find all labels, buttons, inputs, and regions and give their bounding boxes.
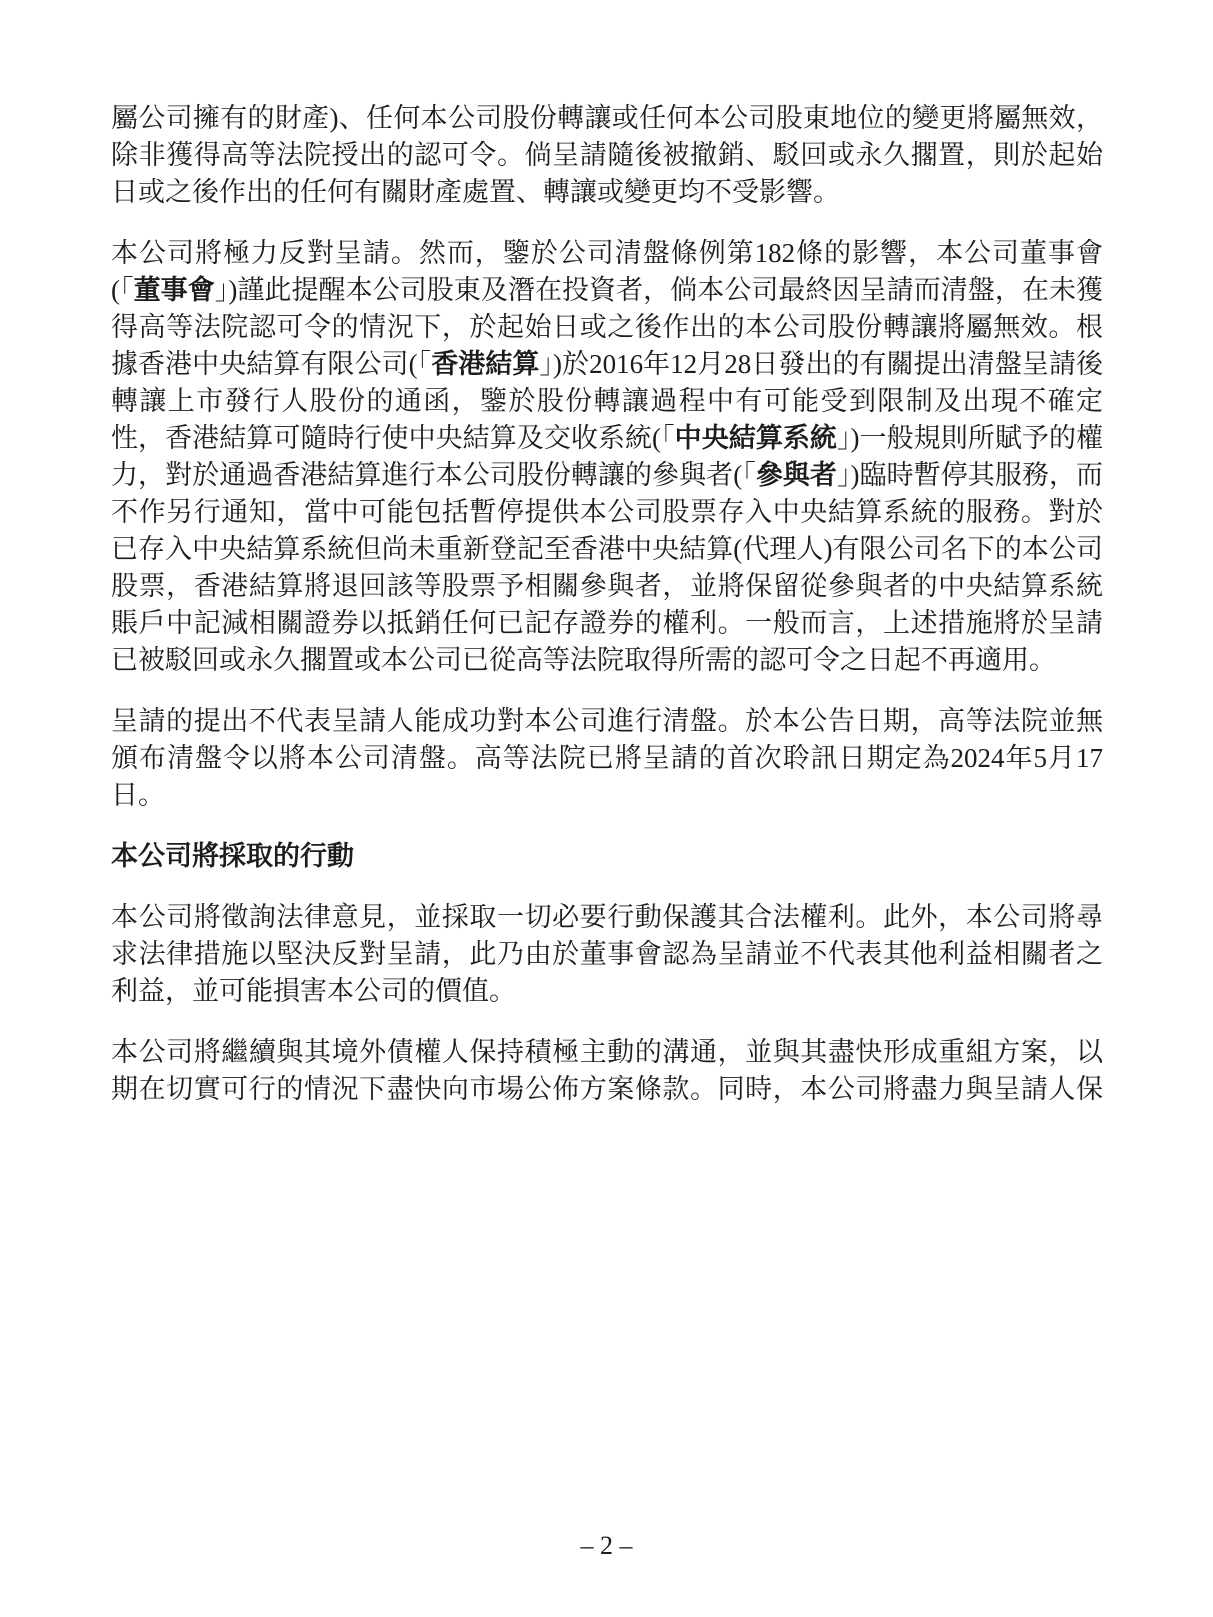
text-run: 」)謹此提醒本公司股東及潛在投資者，倘本公司最終因呈請而清盤，在未獲得高等法院認可令的情況下，於起始日或之後作出的本公司股份轉讓將屬無效。根據香港中央結算有限公司(「 (111, 275, 1104, 379)
defined-term: 中央結算系統 (674, 423, 837, 453)
text-run: 呈請的提出不代表呈請人能成功對本公司進行清盤。於本公告日期，高等法院並無頒布清盤令以將本公司清盤。高等法院已將呈請的首次聆訊日期定為2024年5月17日。 (111, 706, 1103, 810)
paragraph-winding-up-petition-effect (111, 235, 1103, 679)
text-run: 本公司將徵詢法律意見，並採取一切必要行動保護其合法權利。此外，本公司將尋求法律措施以堅決反對呈請，此乃由於董事會認為呈請並不代表其他利益相關者之利益，並可能損害本公司的價值。 (111, 902, 1103, 1006)
text-run: 本公司將極力反對呈請。然而，鑒於公司清盤條例第182條的影響，本公司董事會(「 (111, 238, 1103, 305)
paragraph-continuation-from-previous-page (111, 100, 1103, 211)
defined-term: 香港結算 (431, 349, 540, 379)
text-run: 」)一般規則所賦予的權力，對於通過香港結算進行本公司股份轉讓的參與者(「 (111, 423, 1104, 490)
section-heading: 本公司將採取的行動 (111, 841, 354, 871)
page-number: – 2 – (580, 1531, 633, 1560)
text-run: 」)臨時暫停其服務，而不作另行通知，當中可能包括暫停提供本公司股票存入中央結算系統的服務。對於已存入中央結算系統但尚未重新登記至香港中央結算(代理人)有限公司名下的本公司股票，香港結算將退回該等股票予相關參與者，並將保留從參與者的中央結算系統賬戶中記減相關證券以抵銷任何已記存證券的權利。一般而言，上述措施將於呈請已被駁回或永久擱置或本公司已從高等法院取得所需的認可令之日起不再適用。 (111, 460, 1104, 675)
paragraph-first-hearing-date (111, 703, 1103, 814)
text-run: 」)於2016年12月28日發出的有關提出清盤呈請後轉讓上市發行人股份的通函，鑒於股份轉讓過程中有可能受到限制及出現不確定性，香港結算可隨時行使中央結算及交收系統(「 (111, 349, 1103, 453)
defined-term: 董事會 (133, 275, 215, 305)
text-run: 本公司將繼續與其境外債權人保持積極主動的溝通，並與其盡快形成重組方案，以期在切實可行的情況下盡快向市場公佈方案條款。同時，本公司將盡力與呈請人保 (111, 1037, 1103, 1104)
document-body (111, 100, 1103, 1132)
text-run: 屬公司擁有的財產)、任何本公司股份轉讓或任何本公司股東地位的變更將屬無效，除非獲得高等法院授出的認可令。倘呈請隨後被撤銷、駁回或永久擱置，則於起始日或之後作出的任何有關財產處置、轉讓或變更均不受影響。 (111, 103, 1103, 207)
defined-term: 參與者 (755, 460, 837, 490)
paragraph-offshore-creditors (111, 1034, 1103, 1108)
paragraph-legal-actions (111, 899, 1103, 1010)
